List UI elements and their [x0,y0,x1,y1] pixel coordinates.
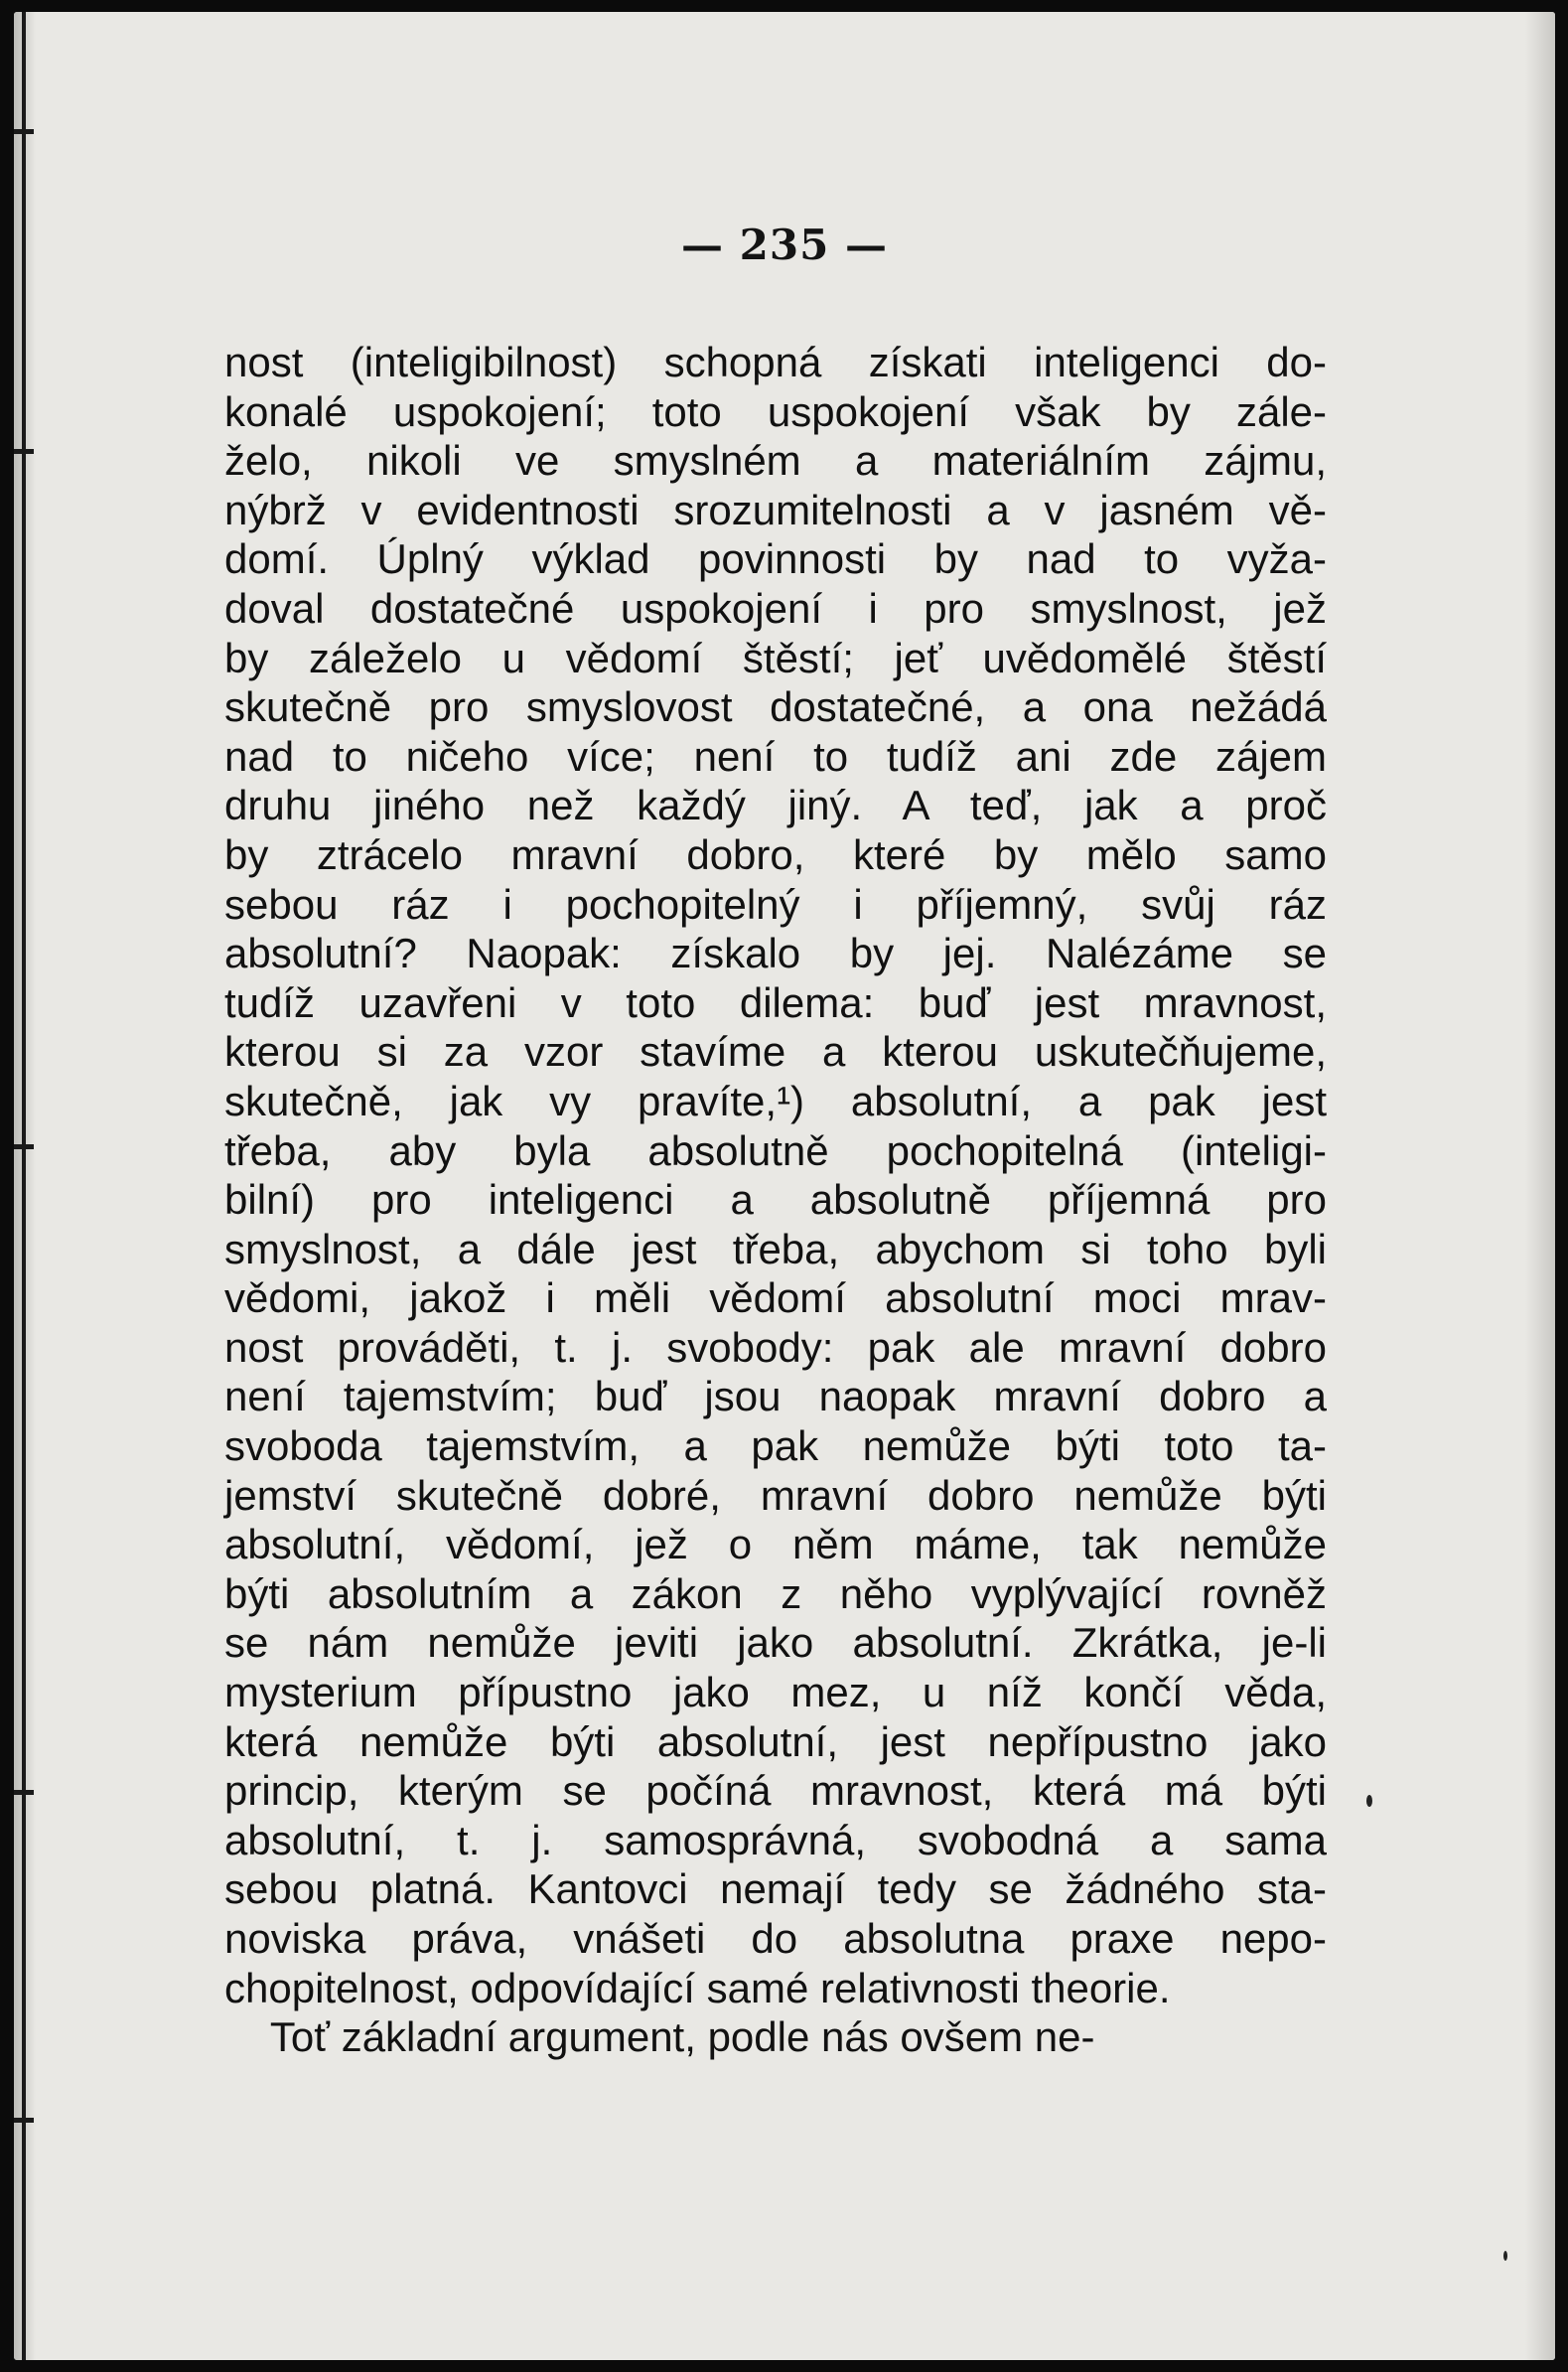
binding-tick [14,2118,34,2123]
body-text [224,338,1327,2062]
text-line: svoboda tajemstvím, a pak nemůže býti toto ta- [224,1422,1327,1470]
print-speck [1503,2251,1507,2261]
text-line: skutečně pro smyslovost dostatečné, a ona nežádá [224,683,1327,731]
text-line: se nám nemůže jeviti jako absolutní. Zkrátka, je-li [224,1619,1327,1667]
print-speck [1366,1795,1372,1807]
text-line: tudíž uzavřeni v toto dilema: buď jest mravnost, [224,978,1327,1026]
binding-tick [14,1790,34,1795]
text-line: želo, nikoli ve smyslném a materiálním zájmu, [224,437,1327,485]
text-line: absolutní? Naopak: získalo by jej. Nalézáme se [224,930,1327,977]
text-line: sebou platná. Kantovci nemají tedy se žádného sta- [224,1865,1327,1913]
text-line: by záleželo u vědomí štěstí; jeť uvědomělé štěstí [224,634,1327,681]
text-line: která nemůže býti absolutní, jest nepřípustno jako [224,1717,1327,1765]
binding-edge [22,12,26,2360]
text-line: princip, kterým se počíná mravnost, která má býti [224,1767,1327,1815]
page-number: — 235 — [681,221,888,269]
text-line: býti absolutním a zákon z něho vyplývající rovněž [224,1569,1327,1617]
page-edge-shadow [1525,12,1555,2360]
text-line: vědomi, jakož i měli vědomí absolutní moci mrav- [224,1274,1327,1322]
text-line: bilní) pro inteligenci a absolutně příjemná pro [224,1176,1327,1224]
book-page [14,12,1555,2360]
text-line: mysterium přípustno jako mez, u níž končí věda, [224,1669,1327,1716]
binding-tick [14,449,34,454]
text-line: noviska práva, vnášeti do absolutna praxe nepo- [224,1915,1327,1962]
text-line: kterou si za vzor stavíme a kterou uskutečňujeme, [224,1028,1327,1076]
text-line: jemství skutečně dobré, mravní dobro nemůže býti [224,1471,1327,1519]
text-line: sebou ráz i pochopitelný i příjemný, svůj ráz [224,880,1327,928]
text-line: nad to ničeho více; není to tudíž ani zde zájem [224,732,1327,780]
text-line: není tajemstvím; buď jsou naopak mravní dobro a [224,1373,1327,1420]
text-line: třeba, aby byla absolutně pochopitelná (inteligi- [224,1126,1327,1174]
text-line: druhu jiného než každý jiný. A teď, jak a proč [224,782,1327,829]
text-line: konalé uspokojení; toto uspokojení však by zále- [224,387,1327,435]
text-line: nýbrž v evidentnosti srozumitelnosti a v jasném vě- [224,486,1327,533]
text-line: smyslnost, a dále jest třeba, abychom si toho byli [224,1225,1327,1272]
text-line: absolutní, t. j. samosprávná, svobodná a sama [224,1816,1327,1863]
binding-tick [14,129,34,134]
text-line: nost (inteligibilnost) schopná získati inteligenci do- [224,339,1327,385]
text-line: absolutní, vědomí, jež o něm máme, tak nemůže [224,1521,1327,1568]
text-line: doval dostatečné uspokojení i pro smyslnost, jež [224,584,1327,632]
text-line-paragraph-start: Toť základní argument, podle nás ovšem ne- [224,2013,1095,2061]
text-line: by ztrácelo mravní dobro, které by mělo samo [224,830,1327,878]
text-line: chopitelnost, odpovídající samé relativnosti theorie. [224,1964,1171,2011]
text-line: skutečně, jak vy pravíte,¹) absolutní, a pak jest [224,1077,1327,1124]
binding-tick [14,1144,34,1149]
text-line: domí. Úplný výklad povinnosti by nad to vyža- [224,535,1327,583]
text-line: nost prováděti, t. j. svobody: pak ale mravní dobro [224,1323,1327,1371]
